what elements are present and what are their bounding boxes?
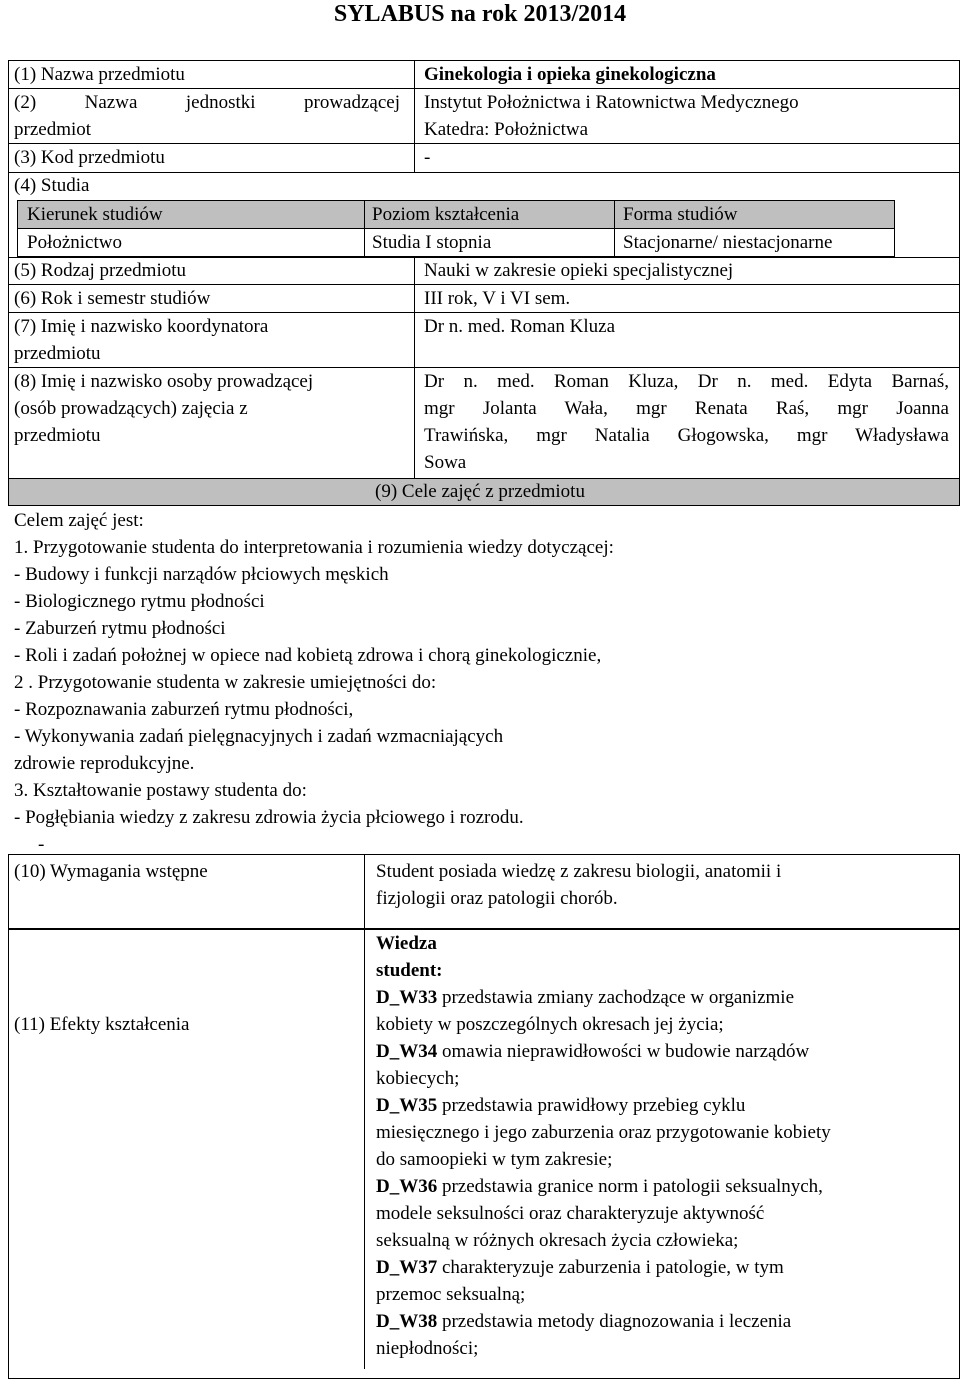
r10-value-line1: Student posiada wiedzę z zakresu biologii, anatomii i [376,861,782,882]
r2-value-line2: Katedra: Położnictwa [424,119,589,140]
column-divider [364,854,365,929]
effect-text: przemoc seksualną; [376,1284,526,1305]
r11-heading-wiedza: Wiedza [376,933,437,954]
effect-text: kobiecych; [376,1068,460,1089]
column-divider [414,60,415,173]
effect-item [376,1092,745,1119]
r2-value-line1: Instytut Położnictwa i Ratownictwa Medycznego [424,92,799,113]
goals-line: - Pogłębiania wiedzy z zakresu zdrowia życia płciowego i rozrodu. [14,807,524,828]
effect-item [376,1173,823,1200]
r10-value-line2: fizjologii oraz patologii chorób. [376,888,618,909]
r8-value-line3: Trawińska, mgr Natalia Głogowska, mgr Władysława [424,425,949,446]
r8-value-line1: Dr n. med. Roman Kluza, Dr n. med. Edyta Barnaś, [424,371,949,392]
r11-heading-student: student: [376,960,443,981]
effect-code: D_W36 [376,1176,438,1197]
effect-text: niepłodności; [376,1338,479,1359]
effect-code: D_W38 [376,1311,438,1332]
r5-value: Nauki w zakresie opieki specjalistycznej [424,260,734,281]
effect-text: charakteryzuje zaburzenia i patologie, w tym [437,1257,784,1278]
goals-line: - Rozpoznawania zaburzeń rytmu płodności, [14,699,354,720]
effect-text: seksualną w różnych okresach życia człowieka; [376,1230,739,1251]
effect-code: D_W33 [376,987,438,1008]
r1-value: Ginekologia i opieka ginekologiczna [424,64,716,85]
r8-value-line2: mgr Jolanta Wała, mgr Renata Raś, mgr Joanna [424,398,949,419]
studies-header-forma: Forma studiów [623,204,738,225]
r9-label: (9) Cele zajęć z przedmiotu [375,481,585,502]
effect-text: kobiety w poszczególnych okresach jej życia; [376,1014,724,1035]
goals-line: 2 . Przygotowanie studenta w zakresie umiejętności do: [14,672,437,693]
goals-line: - Roli i zadań położnej w opiece nad kobietą zdrowa i chorą ginekologicznie, [14,645,602,666]
effect-item [376,984,794,1011]
goals-line: - Budowy i funkcji narządów płciowych męskich [14,564,389,585]
column-divider [364,929,365,1369]
studies-value-poziom: Studia I stopnia [372,232,492,253]
effect-code: D_W34 [376,1041,438,1062]
r1-label: (1) Nazwa przedmiotu [14,64,185,85]
studies-header-poziom: Poziom kształcenia [372,204,520,225]
r8-label-line1: (8) Imię i nazwisko osoby prowadzącej [14,371,314,392]
studies-value-forma: Stacjonarne/ niestacjonarne [623,232,833,253]
effect-item [376,1038,809,1065]
r7-label-line2: przedmiotu [14,343,101,364]
r6-value: III rok, V i VI sem. [424,288,571,309]
effect-text: miesięcznego i jego zaburzenia oraz przygotowanie kobiety [376,1122,831,1143]
goals-line: zdrowie reprodukcyjne. [14,753,195,774]
r3-label: (3) Kod przedmiotu [14,147,165,168]
effect-text: omawia nieprawidłowości w budowie narządów [437,1041,810,1062]
goals-line: - Biologicznego rytmu płodności [14,591,265,612]
goals-line: 3. Kształtowanie postawy studenta do: [14,780,307,801]
effect-text: przedstawia granice norm i patologii seksualnych, [437,1176,823,1197]
effect-code: D_W37 [376,1257,438,1278]
studies-value-kierunek: Położnictwo [27,232,122,253]
goals-line: - Zaburzeń rytmu płodności [14,618,226,639]
r7-value: Dr n. med. Roman Kluza [424,316,616,337]
r8-value-line4: Sowa [424,452,467,473]
r4-label: (4) Studia [14,175,90,196]
r6-label: (6) Rok i semestr studiów [14,288,211,309]
effect-text: przedstawia zmiany zachodzące w organizmie [437,987,795,1008]
r11-label: (11) Efekty kształcenia [14,1014,190,1035]
goals-line: Celem zajęć jest: [14,510,144,531]
r10-label: (10) Wymagania wstępne [14,861,208,882]
effect-text: do samoopieki w tym zakresie; [376,1149,613,1170]
page-title: SYLABUS na rok 2013/2014 [333,1,627,27]
column-divider [414,257,415,479]
r2-label-line1: (2) Nazwa jednostki prowadzącej [14,92,400,113]
r8-label-line3: przedmiotu [14,425,101,446]
r7-label-line1: (7) Imię i nazwisko koordynatora [14,316,269,337]
effect-item [376,1308,791,1335]
studies-header-kierunek: Kierunek studiów [27,204,163,225]
goals-line: - [38,834,45,855]
r3-value: - [424,147,431,168]
effect-code: D_W35 [376,1095,438,1116]
r5-label: (5) Rodzaj przedmiotu [14,260,187,281]
r8-label-line2: (osób prowadzących) zajęcia z [14,398,248,419]
effect-text: modele seksulności oraz charakteryzuje aktywność [376,1203,765,1224]
goals-line: - Wykonywania zadań pielęgnacyjnych i zadań wzmacniających [14,726,504,747]
row-divider [8,172,960,173]
goals-line: 1. Przygotowanie studenta do interpretowania i rozumienia wiedzy dotyczącej: [14,537,614,558]
effect-item [376,1254,784,1281]
effect-text: przedstawia metody diagnozowania i leczenia [437,1311,792,1332]
effect-text: przedstawia prawidłowy przebieg cyklu [437,1095,746,1116]
r2-label-line2: przedmiot [14,119,92,140]
